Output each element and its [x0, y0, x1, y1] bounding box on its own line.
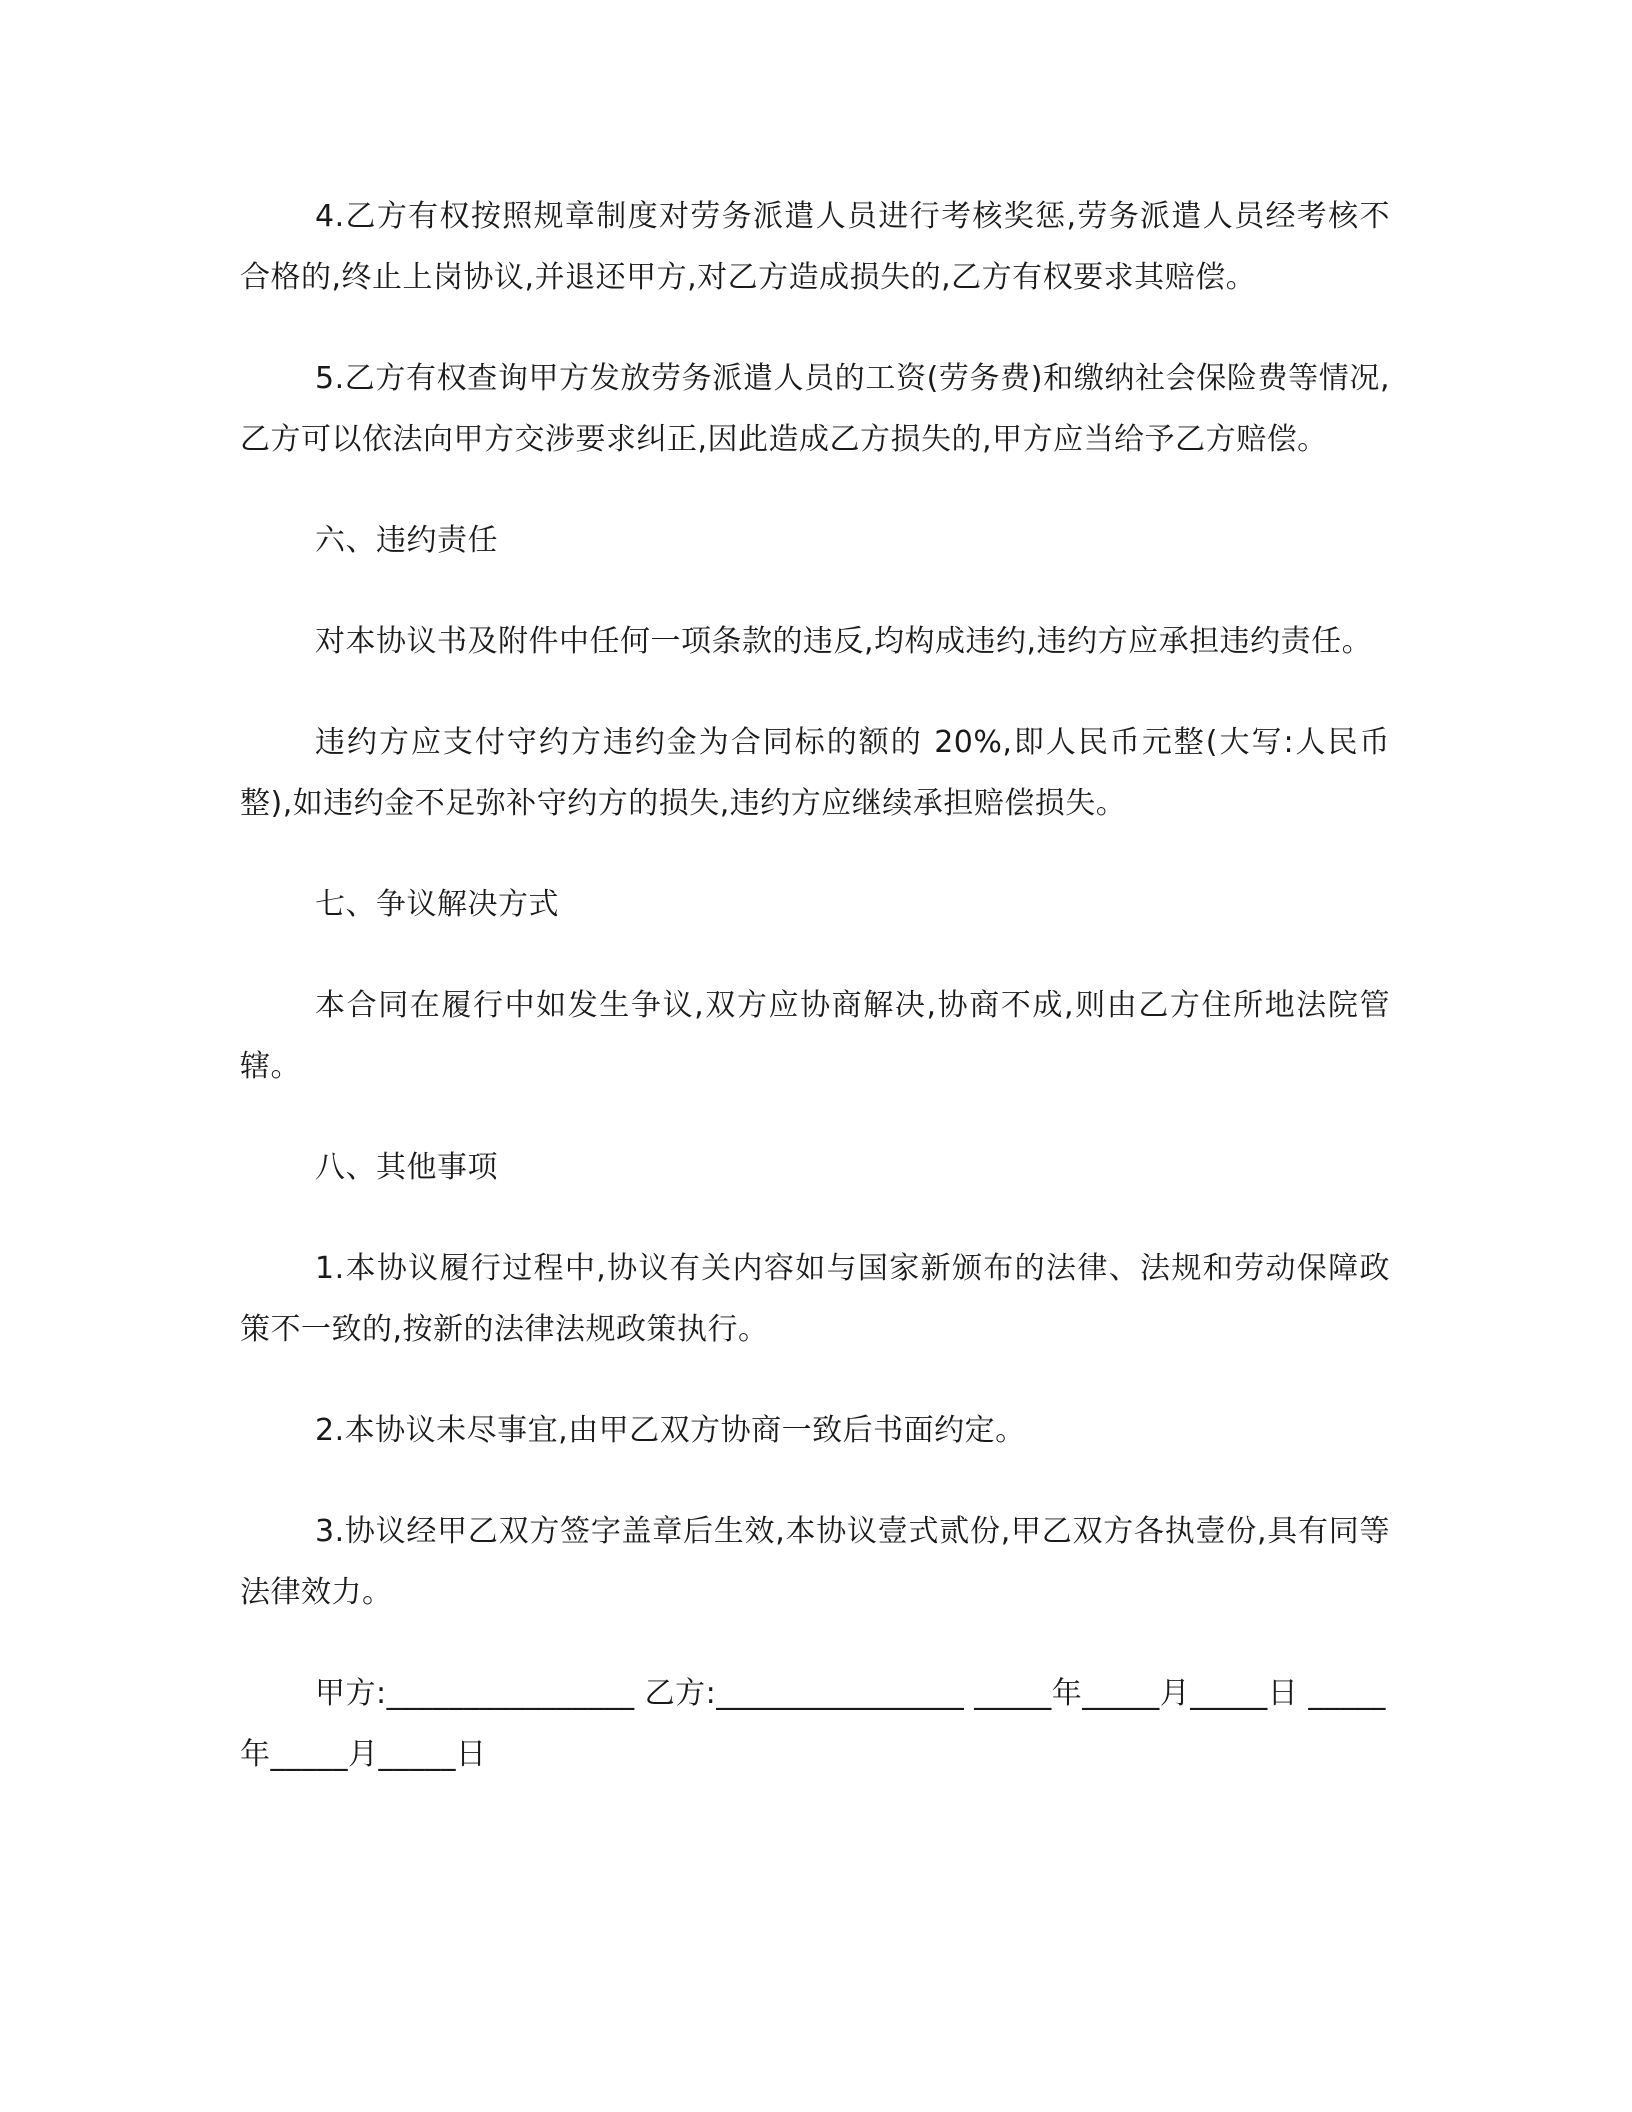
signature-line: 甲方:________________ 乙方:________________ _____年_____月_____日 _____年_____月_____日	[240, 1676, 1386, 1772]
dispute-paragraph: 本合同在履行中如发生争议,双方应协商解决,协商不成,则由乙方住所地法院管辖。	[240, 988, 1390, 1084]
section-heading-breach-liability: 六、违约责任	[315, 523, 498, 558]
penalty-paragraph: 违约方应支付守约方违约金为合同标的额的 20%,即人民币元整(大写:人民币整),如违约金不足弥补守约方的损失,违约方应继续承担赔偿损失。	[240, 725, 1390, 821]
breach-definition-paragraph: 对本协议书及附件中任何一项条款的违反,均构成违约,违约方应承担违约责任。	[315, 624, 1373, 659]
other-matters-item-2: 2.本协议未尽事宜,由甲乙双方协商一致后书面约定。	[315, 1413, 1026, 1448]
section-heading-dispute-resolution: 七、争议解决方式	[315, 887, 559, 922]
clause-4-paragraph: 4.乙方有权按照规章制度对劳务派遣人员进行考核奖惩,劳务派遣人员经考核不合格的,终止上岗协议,并退还甲方,对乙方造成损失的,乙方有权要求其赔偿。	[240, 199, 1390, 295]
section-heading-other-matters: 八、其他事项	[315, 1150, 498, 1185]
other-matters-item-1: 1.本协议履行过程中,协议有关内容如与国家新颁布的法律、法规和劳动保障政策不一致的,按新的法律法规政策执行。	[240, 1251, 1390, 1347]
document-body	[240, 186, 1390, 1785]
clause-5-paragraph: 5.乙方有权查询甲方发放劳务派遣人员的工资(劳务费)和缴纳社会保险费等情况,乙方可以依法向甲方交涉要求纠正,因此造成乙方损失的,甲方应当给予乙方赔偿。	[240, 361, 1390, 457]
other-matters-item-3: 3.协议经甲乙双方签字盖章后生效,本协议壹式贰份,甲乙双方各执壹份,具有同等法律效力。	[240, 1514, 1390, 1610]
